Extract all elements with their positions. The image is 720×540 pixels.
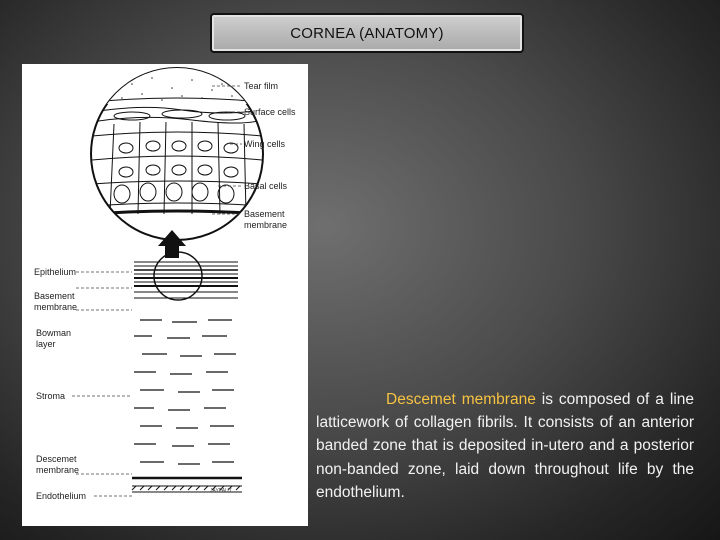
label-leaders-left xyxy=(72,272,132,496)
corneal-layers xyxy=(132,262,242,492)
description-body: is composed of a line latticework of collagen fibrils. It consists of an anterior banded zone that is deposited in-utero and a posterior non-banded zone, laid down throughout life by the endothelium. xyxy=(316,391,694,501)
artist-signature: JAYPAUT xyxy=(210,488,232,494)
label-tear-film: Tear film xyxy=(244,81,279,91)
description-paragraph xyxy=(316,388,694,504)
label-epithelium: Epithelium xyxy=(34,267,77,277)
label-descemet-2: membrane xyxy=(36,465,80,475)
cornea-diagram-svg xyxy=(22,64,308,526)
label-endothelium: Endothelium xyxy=(36,491,87,501)
label-wing-cells: Wing cells xyxy=(244,139,286,149)
label-basement-top-2: membrane xyxy=(244,220,288,230)
label-basement-1: Basement xyxy=(34,291,75,301)
cornea-diagram xyxy=(22,64,308,526)
description-highlight: Descemet membrane xyxy=(386,391,536,408)
label-basal-cells: Basal cells xyxy=(244,181,288,191)
slide-title-box xyxy=(210,13,524,53)
zoom-region-circle xyxy=(154,252,202,300)
label-bowman-2: layer xyxy=(36,339,56,349)
label-bowman-1: Bowman xyxy=(36,328,72,338)
label-surface-cells: Surface cells xyxy=(244,107,296,117)
label-descemet-1: Descemet xyxy=(36,454,77,464)
label-basement-2: membrane xyxy=(34,302,78,312)
slide-title: CORNEA (ANATOMY) xyxy=(290,25,444,42)
label-stroma: Stroma xyxy=(36,391,66,401)
label-basement-top-1: Basement xyxy=(244,209,285,219)
